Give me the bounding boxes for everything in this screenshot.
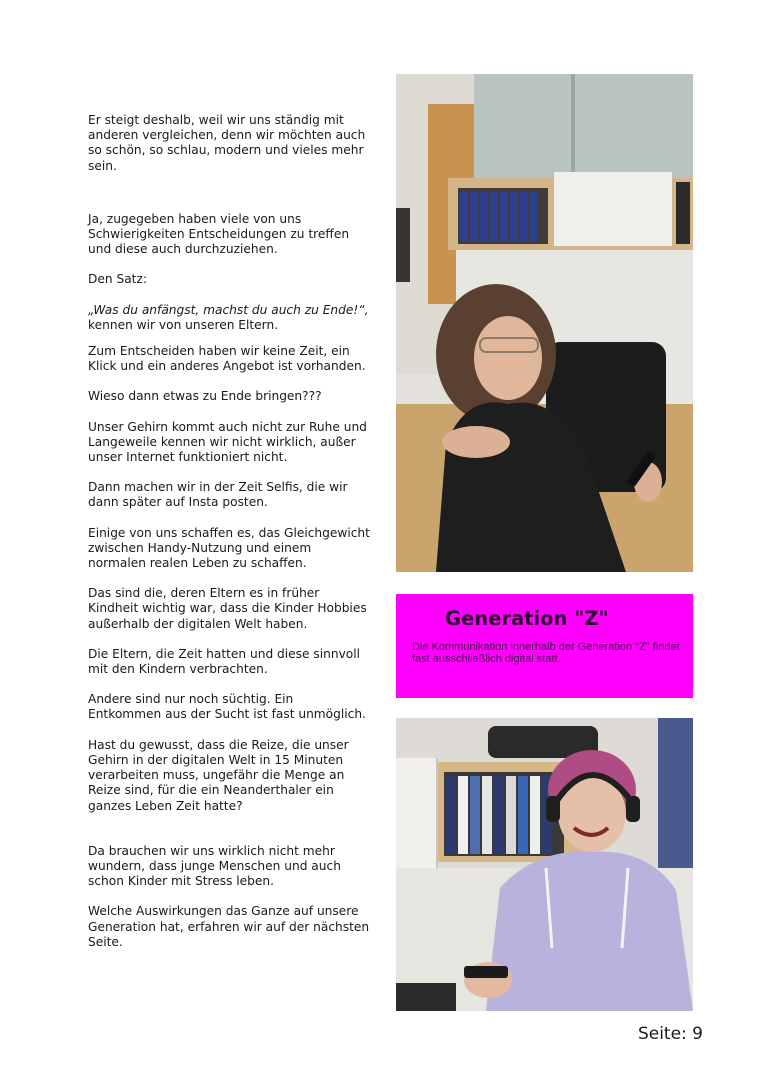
- page-number: Seite: 9: [637, 1024, 703, 1044]
- photo-woman-with-phone: [396, 74, 693, 572]
- paragraph: Welche Auswirkungen das Ganze auf unsere Generation hat, erfahren wir auf der nächsten Seite.: [88, 904, 370, 949]
- article-text: [88, 113, 370, 950]
- infobox-text: Die Kommunikation innerhalb der Generation "Z" findet fast ausschließlich digital statt.: [412, 641, 680, 665]
- paragraph: Da brauchen wir uns wirklich nicht mehr wundern, dass junge Menschen und auch schon Kinder mit Stress leben.: [88, 843, 341, 889]
- quote-followup: kennen wir von unseren Eltern.: [88, 317, 279, 332]
- paragraph: Das sind die, deren Eltern es in früher Kindheit wichtig war, dass die Kinder Hobbies außerhalb der digitalen Welt haben.: [88, 586, 367, 631]
- paragraph: Wieso dann etwas zu Ende bringen???: [88, 389, 322, 404]
- paragraph: Den Satz:: [88, 272, 147, 287]
- paragraph: Unser Gehirn kommt auch nicht zur Ruhe und Langeweile kennen wir nicht wirklich, außer unser Internet funktioniert nicht.: [88, 419, 367, 465]
- paragraph: Hast du gewusst, dass die Reize, die unser Gehirn in der digitalen Welt in 15 Minuten verarbeiten muss, ungefähr die Menge an Reize sind, für die ein Neanderthaler ein ganzes Leben Zeit hatte?: [88, 737, 349, 813]
- paragraph: Ja, zugegeben haben viele von uns Schwierigkeiten Entscheidungen zu treffen und diese auch durchzuziehen.: [88, 211, 350, 257]
- paragraph: Zum Entscheiden haben wir keine Zeit, ein Klick und ein anderes Angebot ist vorhanden.: [88, 344, 366, 374]
- infobox-title: Generation "Z": [445, 607, 609, 630]
- infobox: [396, 594, 693, 698]
- paragraph: Er steigt deshalb, weil wir uns ständig mit anderen vergleichen, denn wir möchten auch so schön, so schlau, modern und vieles mehr sein.: [88, 113, 366, 173]
- photo-person-with-headphones: [396, 718, 693, 1011]
- paragraph: Andere sind nur noch süchtig. Ein Entkommen aus der Sucht ist fast unmöglich.: [88, 692, 366, 722]
- paragraph: Die Eltern, die Zeit hatten und diese sinnvoll mit den Kindern verbrachten.: [88, 646, 361, 677]
- quote: „Was du anfängst, machst du auch zu Ende!“,: [88, 302, 369, 317]
- paragraph: Dann machen wir in der Zeit Selfis, die wir dann später auf Insta posten.: [88, 480, 348, 510]
- paragraph: Einige von uns schaffen es, das Gleichgewicht zwischen Handy-Nutzung und einem normalen realen Leben zu schaffen.: [88, 525, 370, 571]
